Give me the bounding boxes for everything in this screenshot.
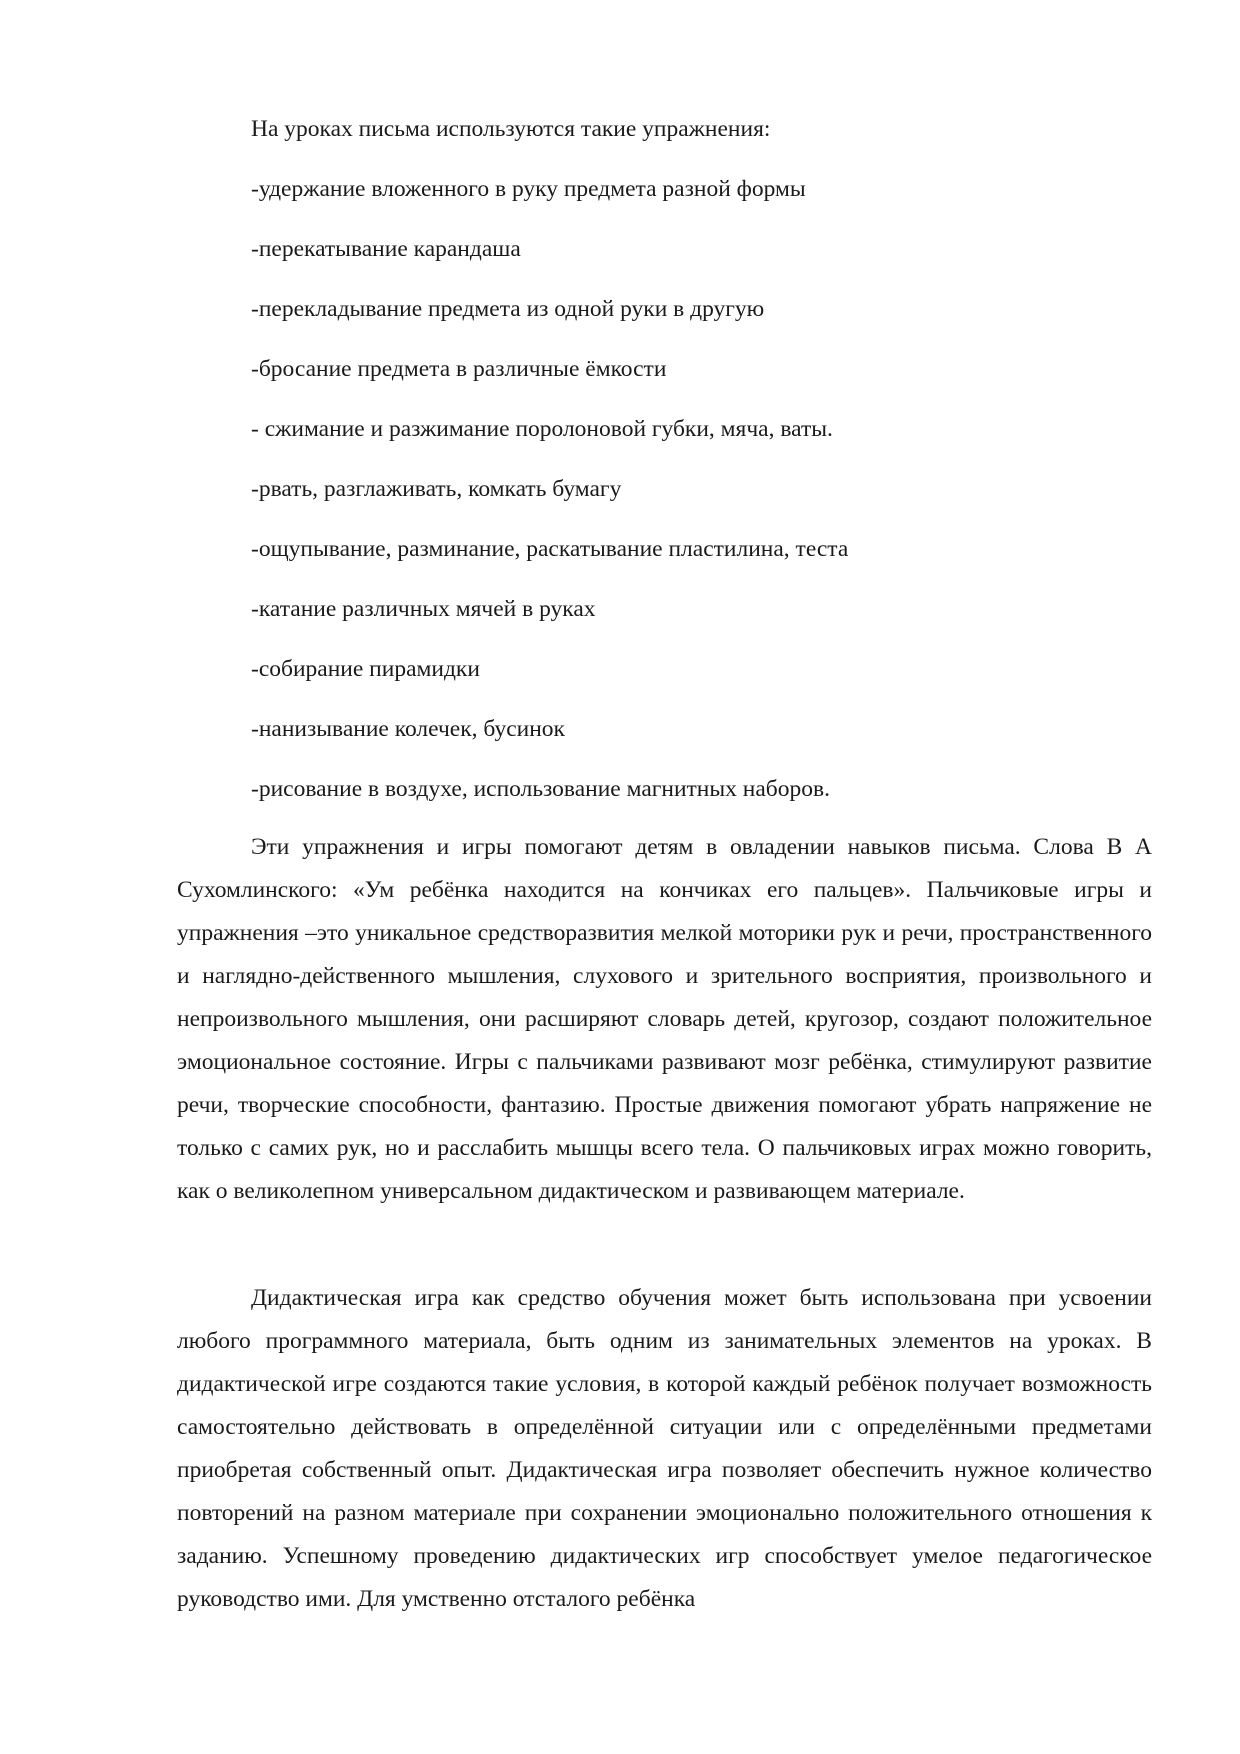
paragraph-finger-games: Эти упражнения и игры помогают детям в овладении навыков письма. Слова В А Сухомлинского: «Ум ребёнка находится на кончиках его пальцев». Пальчиковые игры и упражнения –это уникальное средстворазвития мелкой моторики рук и речи, пространственного и наглядно-действенного мышления, слухового и зрительного восприятия, произвольного и непроизвольного мышления, они расширяют словарь детей, кругозор, создают положительное эмоциональное состояние. Игры с пальчиками развивают мозг ребёнка, стимулируют развитие речи, творческие способности, фантазию. Простые движения помогают убрать напряжение не только с самих рук, но и расслабить мышцы всего тела. О пальчиковых играх можно говорить, как о великолепном универсальном дидактическом и развивающем материале.	[177, 834, 1152, 1204]
list-item: -перекладывание предмета из одной руки в другую	[251, 296, 765, 322]
list-item: -рвать, разглаживать, комкать бумагу	[251, 476, 622, 502]
list-item: -удержание вложенного в руку предмета разной формы	[251, 176, 806, 202]
list-item: -нанизывание колечек, бусинок	[251, 716, 565, 742]
list-heading: На уроках письма используются такие упражнения:	[251, 116, 771, 142]
list-item: -перекатывание карандаша	[251, 236, 521, 262]
list-item: -собирание пирамидки	[251, 656, 480, 682]
exercise-list	[251, 114, 1151, 834]
list-item: -ощупывание, разминание, раскатывание пластилина, теста	[251, 536, 849, 562]
list-item: -бросание предмета в различные ёмкости	[251, 356, 667, 382]
list-item: - сжимание и разжимание поролоновой губки, мяча, ваты.	[251, 416, 833, 442]
paragraph-didactic-game: Дидактическая игра как средство обучения может быть использована при усвоении любого программного материала, быть одним из занимательных элементов на уроках. В дидактической игре создаются такие условия, в которой каждый ребёнок получает возможность самостоятельно действовать в определённой ситуации или с определёнными предметами приобретая собственный опыт. Дидактическая игра позволяет обеспечить нужное количество повторений на разном материале при сохранении эмоционально положительного отношения к заданию. Успешному проведению дидактических игр способствует умелое педагогическое руководство ими. Для умственно отсталого ребёнка	[177, 1285, 1152, 1612]
list-item: -рисование в воздухе, использование магнитных наборов.	[251, 776, 830, 802]
list-item: -катание различных мячей в руках	[251, 596, 596, 622]
